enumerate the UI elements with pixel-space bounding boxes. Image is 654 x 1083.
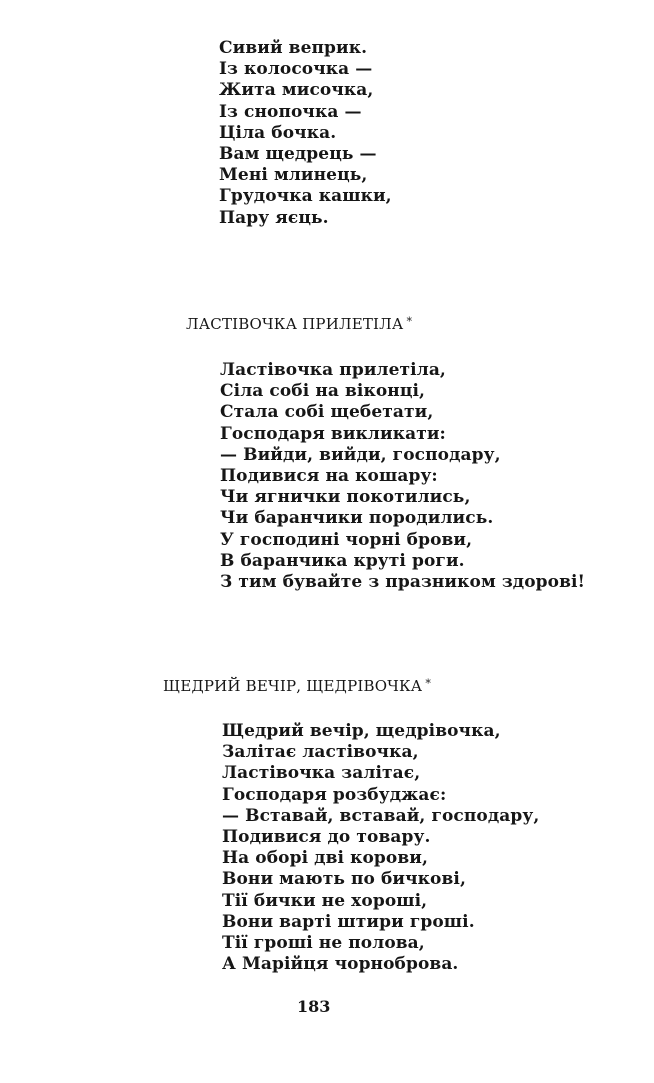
footnote-marker: *: [406, 315, 413, 328]
verse-line: Чи ягнички покотились,: [220, 487, 471, 508]
verse-line: Господаря викликати:: [220, 423, 446, 444]
verse-line: З тим бувайте з празником здорові!: [220, 572, 586, 593]
footnote-marker: *: [425, 677, 432, 690]
verse-line: Жита мисочка,: [219, 80, 374, 101]
verse-line: Із снопочка —: [219, 101, 362, 122]
verse-line: Вони варті штири гроші.: [222, 911, 475, 932]
verse-line: Ластівочка залітає,: [222, 763, 421, 784]
page-number: 183: [297, 997, 331, 1016]
verse-line: Господаря розбуджає:: [222, 784, 447, 805]
verse-line: А Марійця чорноброва.: [222, 954, 459, 975]
song-verse-shchedryi-vechir: [222, 721, 539, 975]
verse-line: Грудочка кашки,: [219, 186, 392, 207]
stanza-continued: [219, 38, 392, 229]
verse-line: — Вставай, вставай, господару,: [222, 805, 540, 826]
verse-line: Пару яєць.: [219, 207, 329, 228]
song-title-lastivochka: [186, 315, 412, 333]
verse-line: Тії гроші не полова,: [222, 933, 425, 954]
verse-line: Подивися на кошару:: [220, 466, 438, 487]
verse-line: Стала собі щебетати,: [220, 402, 434, 423]
verse-line: Із колосочка —: [219, 59, 373, 80]
verse-line: Тії бички не хороші,: [222, 890, 428, 911]
verse-line: У господині чорні брови,: [220, 529, 473, 550]
verse-line: Залітає ластівочка,: [222, 742, 419, 763]
verse-line: Мені млинець,: [219, 165, 368, 186]
verse-line: Вони мають по бичкові,: [222, 869, 466, 890]
verse-line: Подивися до товару.: [222, 827, 431, 848]
verse-line: На оборі дві корови,: [222, 848, 428, 869]
verse-line: Щедрий вечір, щедрівочка,: [222, 721, 501, 741]
verse-line: В баранчика круті роги.: [220, 550, 465, 571]
verse-line: Ластівочка прилетіла,: [220, 360, 446, 380]
song-title-shchedryi-vechir: [163, 677, 431, 695]
verse-line: Чи баранчики породились.: [220, 508, 494, 529]
verse-line: Вам щедрець —: [219, 144, 377, 165]
verse-line: Ціла бочка.: [219, 122, 337, 143]
song-title-text: ЩЕДРИЙ ВЕЧІР, ЩЕДРІВОЧКА: [163, 677, 423, 695]
verse-line: — Вийди, вийди, господару,: [220, 444, 501, 465]
verse-line: Сіла собі на віконці,: [220, 381, 426, 402]
song-verse-lastivochka: [220, 360, 585, 593]
verse-line: Сивий веприк.: [219, 38, 368, 58]
song-title-text: ЛАСТІВОЧКА ПРИЛЕТІЛА: [186, 315, 404, 333]
